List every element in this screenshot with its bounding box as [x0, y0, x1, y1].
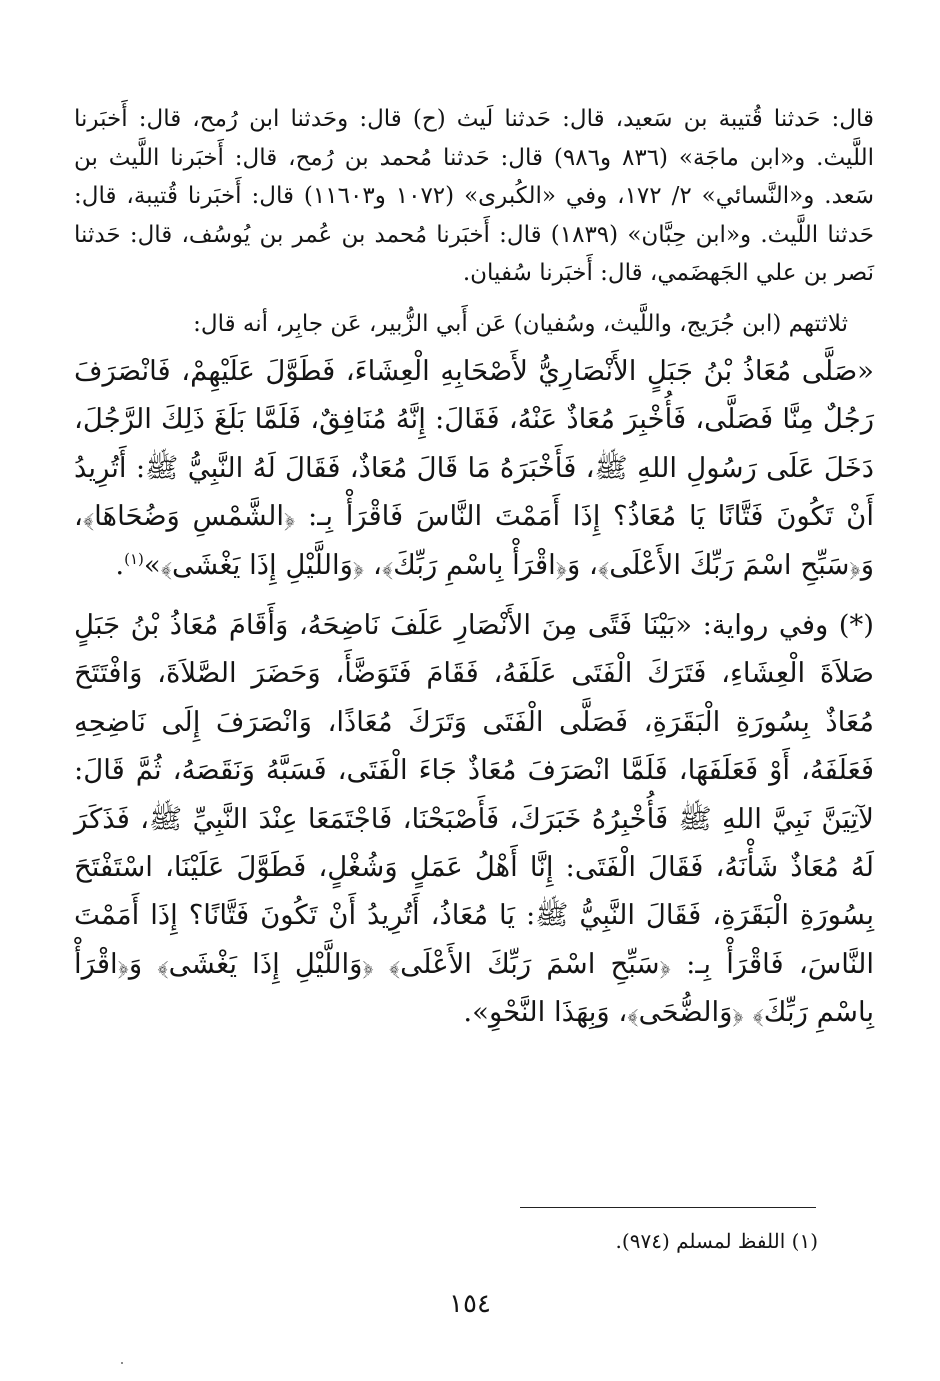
scan-speck: [121, 1362, 123, 1364]
footnote-divider: [520, 1207, 816, 1208]
hadith-text-body: «صَلَّى مُعَاذُ بْنُ جَبَلٍ الأَنْصَارِيُّ لأَصْحَابِهِ الْعِشَاءَ، فَطَوَّلَ عَلَيْهِمْ، فَانْصَرَفَ رَجُلٌ مِنَّا فَصَلَّى، فَأُخْبِرَ مُعَاذٌ عَنْهُ، فَقَالَ: إِنَّهُ مُنَافِقٌ، فَلَمَّا بَلَغَ ذَلِكَ الرَّجُلَ، دَخَلَ عَلَى رَسُولِ اللهِ ﷺ، فَأَخْبَرَهُ مَا قَالَ مُعَاذٌ، فَقَالَ لَهُ النَّبِيُّ ﷺ: أَتُرِيدُ أَنْ تَكُونَ فَتَّانًا يَا مُعَاذُ؟ إِذَا أَمَمْتَ النَّاسَ فَاقْرَأْ بِـ: ﴿الشَّمْسِ وَضُحَاهَا﴾، وَ﴿سَبِّحِ اسْمَ رَبِّكَ الأَعْلَى﴾، وَ﴿اقْرَأْ بِاسْمِ رَبِّكَ﴾، ﴿وَاللَّيْلِ إِذَا يَغْشَى﴾»: [74, 354, 874, 581]
narrators-intro: ثلاثتهم (ابن جُرَيج، واللَّيث، وسُفيان) عَن أَبي الزُّبير، عَن جابِر، أنه قال:: [193, 310, 848, 337]
isnad-paragraph: قال: حَدثنا قُتيبة بن سَعيد، قال: حَدثنا لَيث (ح) قال: وحَدثنا ابن رُمح، قال: أَخبَرنا اللَّيث. و«ابن ماجَة» (٨٣٦ و٩٨٦) قال: حَدثنا مُحمد بن رُمح، قال: أَخبَرنا اللَّيث بن سَعد. و«النَّسائي» ٢/ ١٧٢، وفي «الكُبرى» (١٠٧٢ و١١٦٠٣) قال: أَخبَرنا قُتيبة، قال: حَدثنا اللَّيث. و«ابن حِبَّان» (١٨٣٩) قال: أَخبَرنا مُحمد بن عُمر بن يُوسُف، قال: حَدثنا نَصر بن علي الجَهضَمي، قال: أَخبَرنا سُفيان.: [74, 106, 875, 287]
footnote: (١) اللفظ لمسلم (٩٧٤).: [615, 1229, 818, 1253]
alternate-narration: (*) وفي رواية: «بَيْنَا فَتًى مِنَ الأَنْصَارِ عَلَفَ نَاضِحَهُ، وَأَقَامَ مُعَاذُ بْنُ جَبَلٍ صَلاَةَ الْعِشَاءِ، فَتَرَكَ الْفَتَى عَلَفَهُ، فَقَامَ فَتَوَضَّأَ، وَحَضَرَ الصَّلاَةَ، وَافْتَتَحَ مُعَاذٌ بِسُورَةِ الْبَقَرَةِ، فَصَلَّى الْفَتَى وَتَرَكَ مُعَاذًا، وَانْصَرَفَ إِلَى نَاضِحِهِ فَعَلَفَهُ، أَوْ فَعَلَفَهَا، فَلَمَّا انْصَرَفَ مُعَاذٌ جَاءَ الْفَتَى، فَسَبَّهُ وَنَقَصَهُ، ثُمَّ قَالَ: لآتِيَنَّ نَبِيَّ اللهِ ﷺ فَأُخْبِرُهُ خَبَرَكَ، فَأَصْبَحْنَا، فَاجْتَمَعَا عِنْدَ النَّبِيِّ ﷺ، فَذَكَرَ لَهُ مُعَاذٌ شَأْنَهُ، فَقَالَ الْفَتَى: إِنَّا أَهْلُ عَمَلٍ وَشُغْلٍ، فَطَوَّلَ عَلَيْنَا، اسْتَفْتَحَ بِسُورَةِ الْبَقَرَةِ، فَقَالَ النَّبِيُّ ﷺ: يَا مُعَاذُ، أَتُرِيدُ أَنْ تَكُونَ فَتَّانًا؟ إِذَا أَمَمْتَ النَّاسَ، فَاقْرَأْ بِـ: ﴿سَبِّحِ اسْمَ رَبِّكَ الأَعْلَى﴾ ﴿وَاللَّيْلِ إِذَا يَغْشَى﴾ وَ﴿اقْرَأْ بِاسْمِ رَبِّكَ﴾ ﴿وَالضُّحَى﴾، وَبِهَذَا النَّحْوِ».: [74, 609, 874, 1029]
page-body: [74, 100, 874, 1037]
page-number: ١٥٤: [449, 1289, 491, 1319]
footnote-reference: (١): [124, 549, 144, 568]
hadith-text: [74, 347, 874, 589]
hadith-text-end: .: [115, 548, 125, 581]
